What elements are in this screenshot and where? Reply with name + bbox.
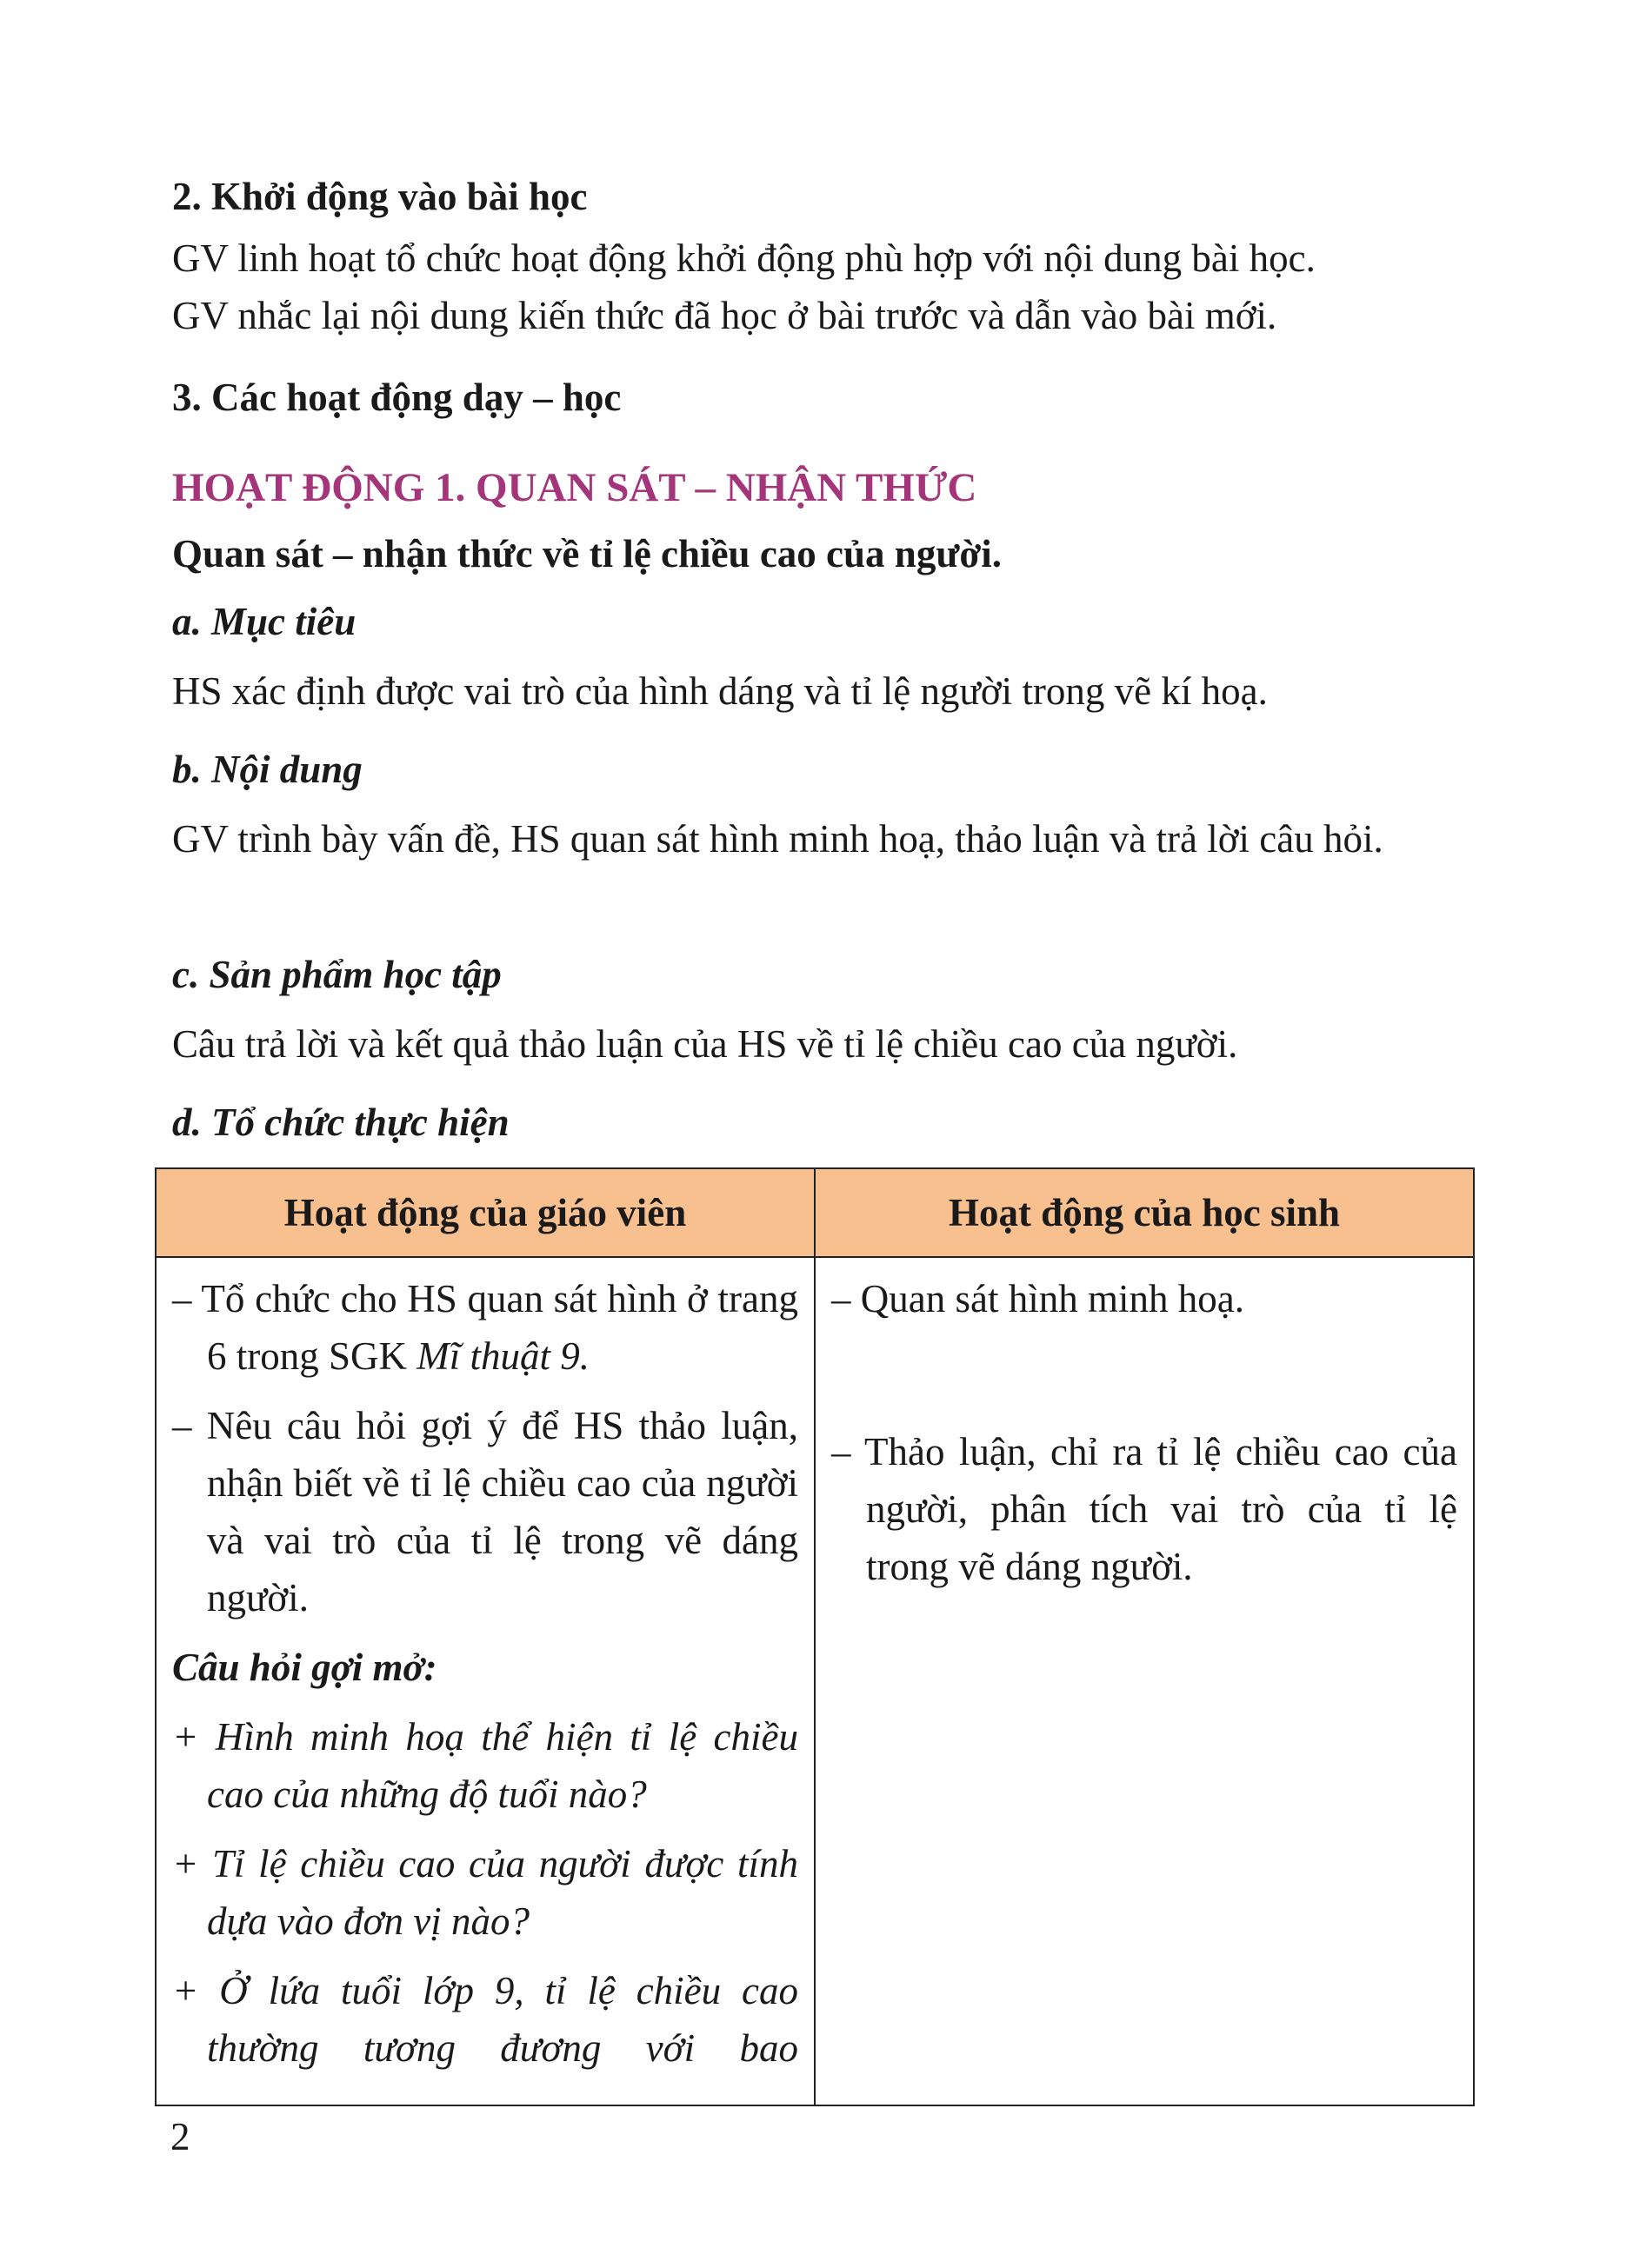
guiding-question-2: + Tỉ lệ chiều cao của người được tính dựa vào đơn vị nào?: [172, 1842, 798, 1943]
page-number: 2: [170, 2115, 190, 2158]
activity-subtitle: Quan sát – nhận thức về tỉ lệ chiều cao của người.: [172, 532, 1002, 575]
teaching-heading: 3. Các hoạt động dạy – học: [172, 376, 622, 419]
table-header-row: [156, 1168, 1474, 1257]
goal-text: HS xác định được vai trò của hình dáng và tỉ lệ người trong vẽ kí hoạ.: [172, 669, 1268, 713]
textbook-title: Mĩ thuật 9: [416, 1334, 580, 1378]
teacher-column-header: Hoạt động của giáo viên: [156, 1168, 815, 1257]
textbook-title-period: .: [579, 1334, 590, 1378]
product-heading: c. Sản phẩm học tập: [172, 953, 502, 996]
product-text: Câu trả lời và kết quả thảo luận của HS về tỉ lệ chiều cao của người.: [172, 1022, 1238, 1066]
teacher-item-observe: [172, 1270, 798, 1385]
teacher-activities-cell: [156, 1257, 815, 2105]
startup-paragraph-2: GV nhắc lại nội dung kiến thức đã học ở bài trước và dẫn vào bài mới.: [172, 294, 1277, 337]
organize-heading: d. Tổ chức thực hiện: [172, 1101, 510, 1144]
activity-heading: HOẠT ĐỘNG 1. QUAN SÁT – NHẬN THỨC: [172, 465, 977, 510]
student-column-header: Hoạt động của học sinh: [815, 1168, 1474, 1257]
table-row: [156, 1257, 1474, 2105]
student-activities-cell: [815, 1257, 1474, 2105]
guiding-question-3: + Ở lứa tuổi lớp 9, tỉ lệ chiều cao thường tương đương với bao: [172, 1969, 798, 2070]
startup-heading: 2. Khởi động vào bài học: [172, 175, 588, 218]
goal-heading: a. Mục tiêu: [172, 600, 357, 643]
startup-paragraph-1: GV linh hoạt tổ chức hoạt động khởi động phù hợp với nội dung bài học.: [172, 236, 1316, 280]
teacher-item-observe-text: – Tổ chức cho HS quan sát hình ở trang 6 trong SGK: [172, 1277, 798, 1378]
student-cell-spacer: [831, 1340, 1457, 1423]
student-item-observe: – Quan sát hình minh hoạ.: [831, 1277, 1244, 1320]
content-text: GV trình bày vấn đề, HS quan sát hình minh hoạ, thảo luận và trả lời câu hỏi.: [172, 817, 1383, 861]
teacher-item-questions: – Nêu câu hỏi gợi ý để HS thảo luận, nhận biết về tỉ lệ chiều cao của người và vai trò của tỉ lệ trong vẽ dáng người.: [172, 1404, 798, 1620]
student-item-discuss: – Thảo luận, chỉ ra tỉ lệ chiều cao của người, phân tích vai trò của tỉ lệ trong vẽ dáng người.: [831, 1430, 1457, 1588]
guiding-questions-heading: Câu hỏi gợi mở:: [172, 1646, 437, 1689]
guiding-question-1: + Hình minh hoạ thể hiện tỉ lệ chiều cao của những độ tuổi nào?: [172, 1715, 798, 1816]
content-heading: b. Nội dung: [172, 748, 363, 791]
activity-table: [155, 1167, 1475, 2106]
